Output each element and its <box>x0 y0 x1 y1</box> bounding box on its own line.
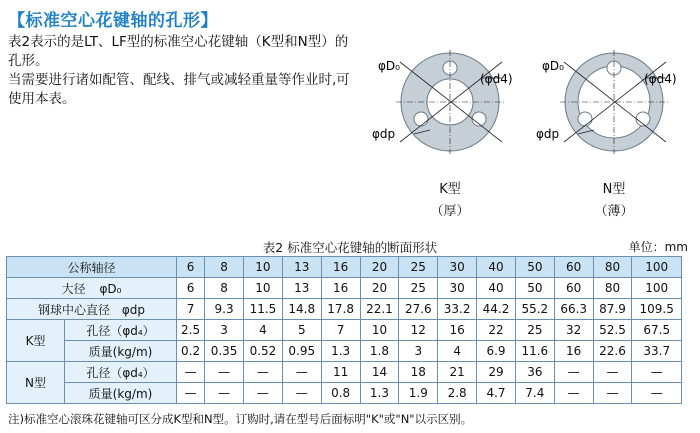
k-mass-row <box>7 341 682 362</box>
table-cell: 67.5 <box>632 320 682 341</box>
k-type-sub: （厚） <box>430 204 470 219</box>
size-cell: 13 <box>282 257 321 278</box>
table-cell: 29 <box>477 362 516 383</box>
intro-line-1: 表2表示的是LT、LF型的标准空心花键轴（K型和N型）的孔形。 <box>8 34 349 69</box>
table-cell: 14.8 <box>282 299 321 320</box>
table-cell: 66.3 <box>554 299 593 320</box>
table-cell: 22 <box>477 320 516 341</box>
size-cell: 10 <box>244 257 283 278</box>
table-cell: 1.8 <box>360 341 399 362</box>
table-cell: 40 <box>477 278 516 299</box>
table-cell: 22.6 <box>593 341 632 362</box>
table-cell: — <box>554 383 593 404</box>
n-type-diagram <box>534 38 694 168</box>
k-label-dp: φdp <box>372 127 396 141</box>
outer-label-symbol: φD₀ <box>99 281 122 296</box>
table-cell: 3 <box>399 341 438 362</box>
size-cell: 25 <box>399 257 438 278</box>
n-label-d4: (φd4) <box>644 72 677 86</box>
table-cell: — <box>282 362 321 383</box>
k-label-d0: φD₀ <box>378 59 400 73</box>
table-cell: 6.9 <box>477 341 516 362</box>
table-cell: 87.9 <box>593 299 632 320</box>
table-cell: 33.2 <box>438 299 477 320</box>
table-cell: — <box>244 362 283 383</box>
table-cell: — <box>282 383 321 404</box>
table-cell: 25 <box>399 278 438 299</box>
n-hole-label: 孔径（φd₄） <box>65 362 177 383</box>
pitch-label <box>7 299 177 320</box>
n-label-d0: φD₀ <box>542 59 564 73</box>
table-cell: 0.8 <box>321 383 360 404</box>
k-hole-row <box>7 320 682 341</box>
pitch-label-text: 钢球中心直径 <box>38 302 111 317</box>
table-cell: 4.7 <box>477 383 516 404</box>
table-cell: — <box>205 383 244 404</box>
size-cell: 50 <box>515 257 554 278</box>
table-cell: 52.5 <box>593 320 632 341</box>
k-hole-label: 孔径（φd₄） <box>65 320 177 341</box>
table-cell: 16 <box>438 320 477 341</box>
n-mass-label: 质量(kg/m) <box>65 383 177 404</box>
table-cell: 6 <box>177 278 205 299</box>
n-mass-row <box>7 383 682 404</box>
k-type-name: K型 <box>439 182 461 197</box>
table-cell: — <box>593 362 632 383</box>
table-cell: 60 <box>554 278 593 299</box>
k-label-d4: (φd4) <box>480 72 513 86</box>
outer-diameter-row <box>7 278 682 299</box>
table-cell: 25 <box>515 320 554 341</box>
table-cell: 11.5 <box>244 299 283 320</box>
size-cell: 20 <box>360 257 399 278</box>
size-cell: 6 <box>177 257 205 278</box>
table-cell: 7 <box>321 320 360 341</box>
n-type-label: N型 <box>7 362 65 404</box>
table-cell: 80 <box>593 278 632 299</box>
table-cell: — <box>205 362 244 383</box>
table-cell: 100 <box>632 278 682 299</box>
table-cell: 13 <box>282 278 321 299</box>
size-cell: 60 <box>554 257 593 278</box>
table-cell: 2.8 <box>438 383 477 404</box>
header-label: 公称轴径 <box>7 257 177 278</box>
table-cell: 30 <box>438 278 477 299</box>
table-cell: 1.9 <box>399 383 438 404</box>
outer-label-text: 大径 <box>61 281 86 296</box>
page-title: 【标准空心花键轴的孔形】 <box>8 11 218 31</box>
table-cell: 3 <box>205 320 244 341</box>
table-cell: 22.1 <box>360 299 399 320</box>
table-cell: 109.5 <box>632 299 682 320</box>
outer-label <box>7 278 177 299</box>
header-row <box>7 257 682 278</box>
table-cell: 1.3 <box>360 383 399 404</box>
k-type-label: K型 <box>7 320 65 362</box>
table-cell: 4 <box>244 320 283 341</box>
table-cell: 2.5 <box>177 320 205 341</box>
n-label-dp: φdp <box>536 127 560 141</box>
table-cell: 14 <box>360 362 399 383</box>
size-cell: 16 <box>321 257 360 278</box>
table-cell: — <box>593 383 632 404</box>
k-type-diagram <box>370 38 530 168</box>
table-cell: 33.7 <box>632 341 682 362</box>
size-cell: 40 <box>477 257 516 278</box>
table-cell: 27.6 <box>399 299 438 320</box>
intro-line-2: 当需要进行诸如配管、配线、排气或减轻重量等作业时,可使用本表。 <box>8 72 350 107</box>
table-cell: — <box>632 362 682 383</box>
table-cell: 17.8 <box>321 299 360 320</box>
n-type-name: N型 <box>602 182 626 197</box>
n-type-sub: （薄） <box>594 204 634 219</box>
table-caption: 表2 标准空心花键轴的断面形状 <box>262 240 438 255</box>
table-cell: 0.95 <box>282 341 321 362</box>
table-cell: 12 <box>399 320 438 341</box>
table-cell: 11.6 <box>515 341 554 362</box>
pitch-diameter-row <box>7 299 682 320</box>
table-cell: 7.4 <box>515 383 554 404</box>
table-cell: 0.52 <box>244 341 283 362</box>
k-mass-label: 质量(kg/m) <box>65 341 177 362</box>
table-cell: 50 <box>515 278 554 299</box>
table-cell: 18 <box>399 362 438 383</box>
n-hole-row <box>7 362 682 383</box>
table-cell: — <box>177 362 205 383</box>
table-cell: 16 <box>554 341 593 362</box>
size-cell: 30 <box>438 257 477 278</box>
table-cell: 10 <box>360 320 399 341</box>
table-cell: 0.35 <box>205 341 244 362</box>
table-cell: 36 <box>515 362 554 383</box>
table-cell: 32 <box>554 320 593 341</box>
table-cell: 10 <box>244 278 283 299</box>
table-cell: 11 <box>321 362 360 383</box>
table-cell: 44.2 <box>477 299 516 320</box>
spec-table <box>6 256 682 404</box>
size-cell: 8 <box>205 257 244 278</box>
table-cell: 8 <box>205 278 244 299</box>
table-cell: 0.2 <box>177 341 205 362</box>
pitch-label-symbol: φdp <box>121 302 145 317</box>
table-cell: — <box>244 383 283 404</box>
table-cell: 20 <box>360 278 399 299</box>
intro-text <box>8 33 358 109</box>
table-cell: 16 <box>321 278 360 299</box>
size-cell: 100 <box>632 257 682 278</box>
table-cell: 9.3 <box>205 299 244 320</box>
table-unit: 单位：mm <box>628 240 688 254</box>
table-cell: — <box>177 383 205 404</box>
table-cell: 7 <box>177 299 205 320</box>
table-cell: 21 <box>438 362 477 383</box>
table-cell: 55.2 <box>515 299 554 320</box>
table-cell: — <box>554 362 593 383</box>
footnote: 注)标准空心滚珠花键轴可区分成K型和N型。订购时,请在型号后面标明"K"或"N"以示区别。 <box>8 412 473 426</box>
table-cell: 1.3 <box>321 341 360 362</box>
table-cell: — <box>632 383 682 404</box>
table-cell: 4 <box>438 341 477 362</box>
size-cell: 80 <box>593 257 632 278</box>
table-cell: 5 <box>282 320 321 341</box>
